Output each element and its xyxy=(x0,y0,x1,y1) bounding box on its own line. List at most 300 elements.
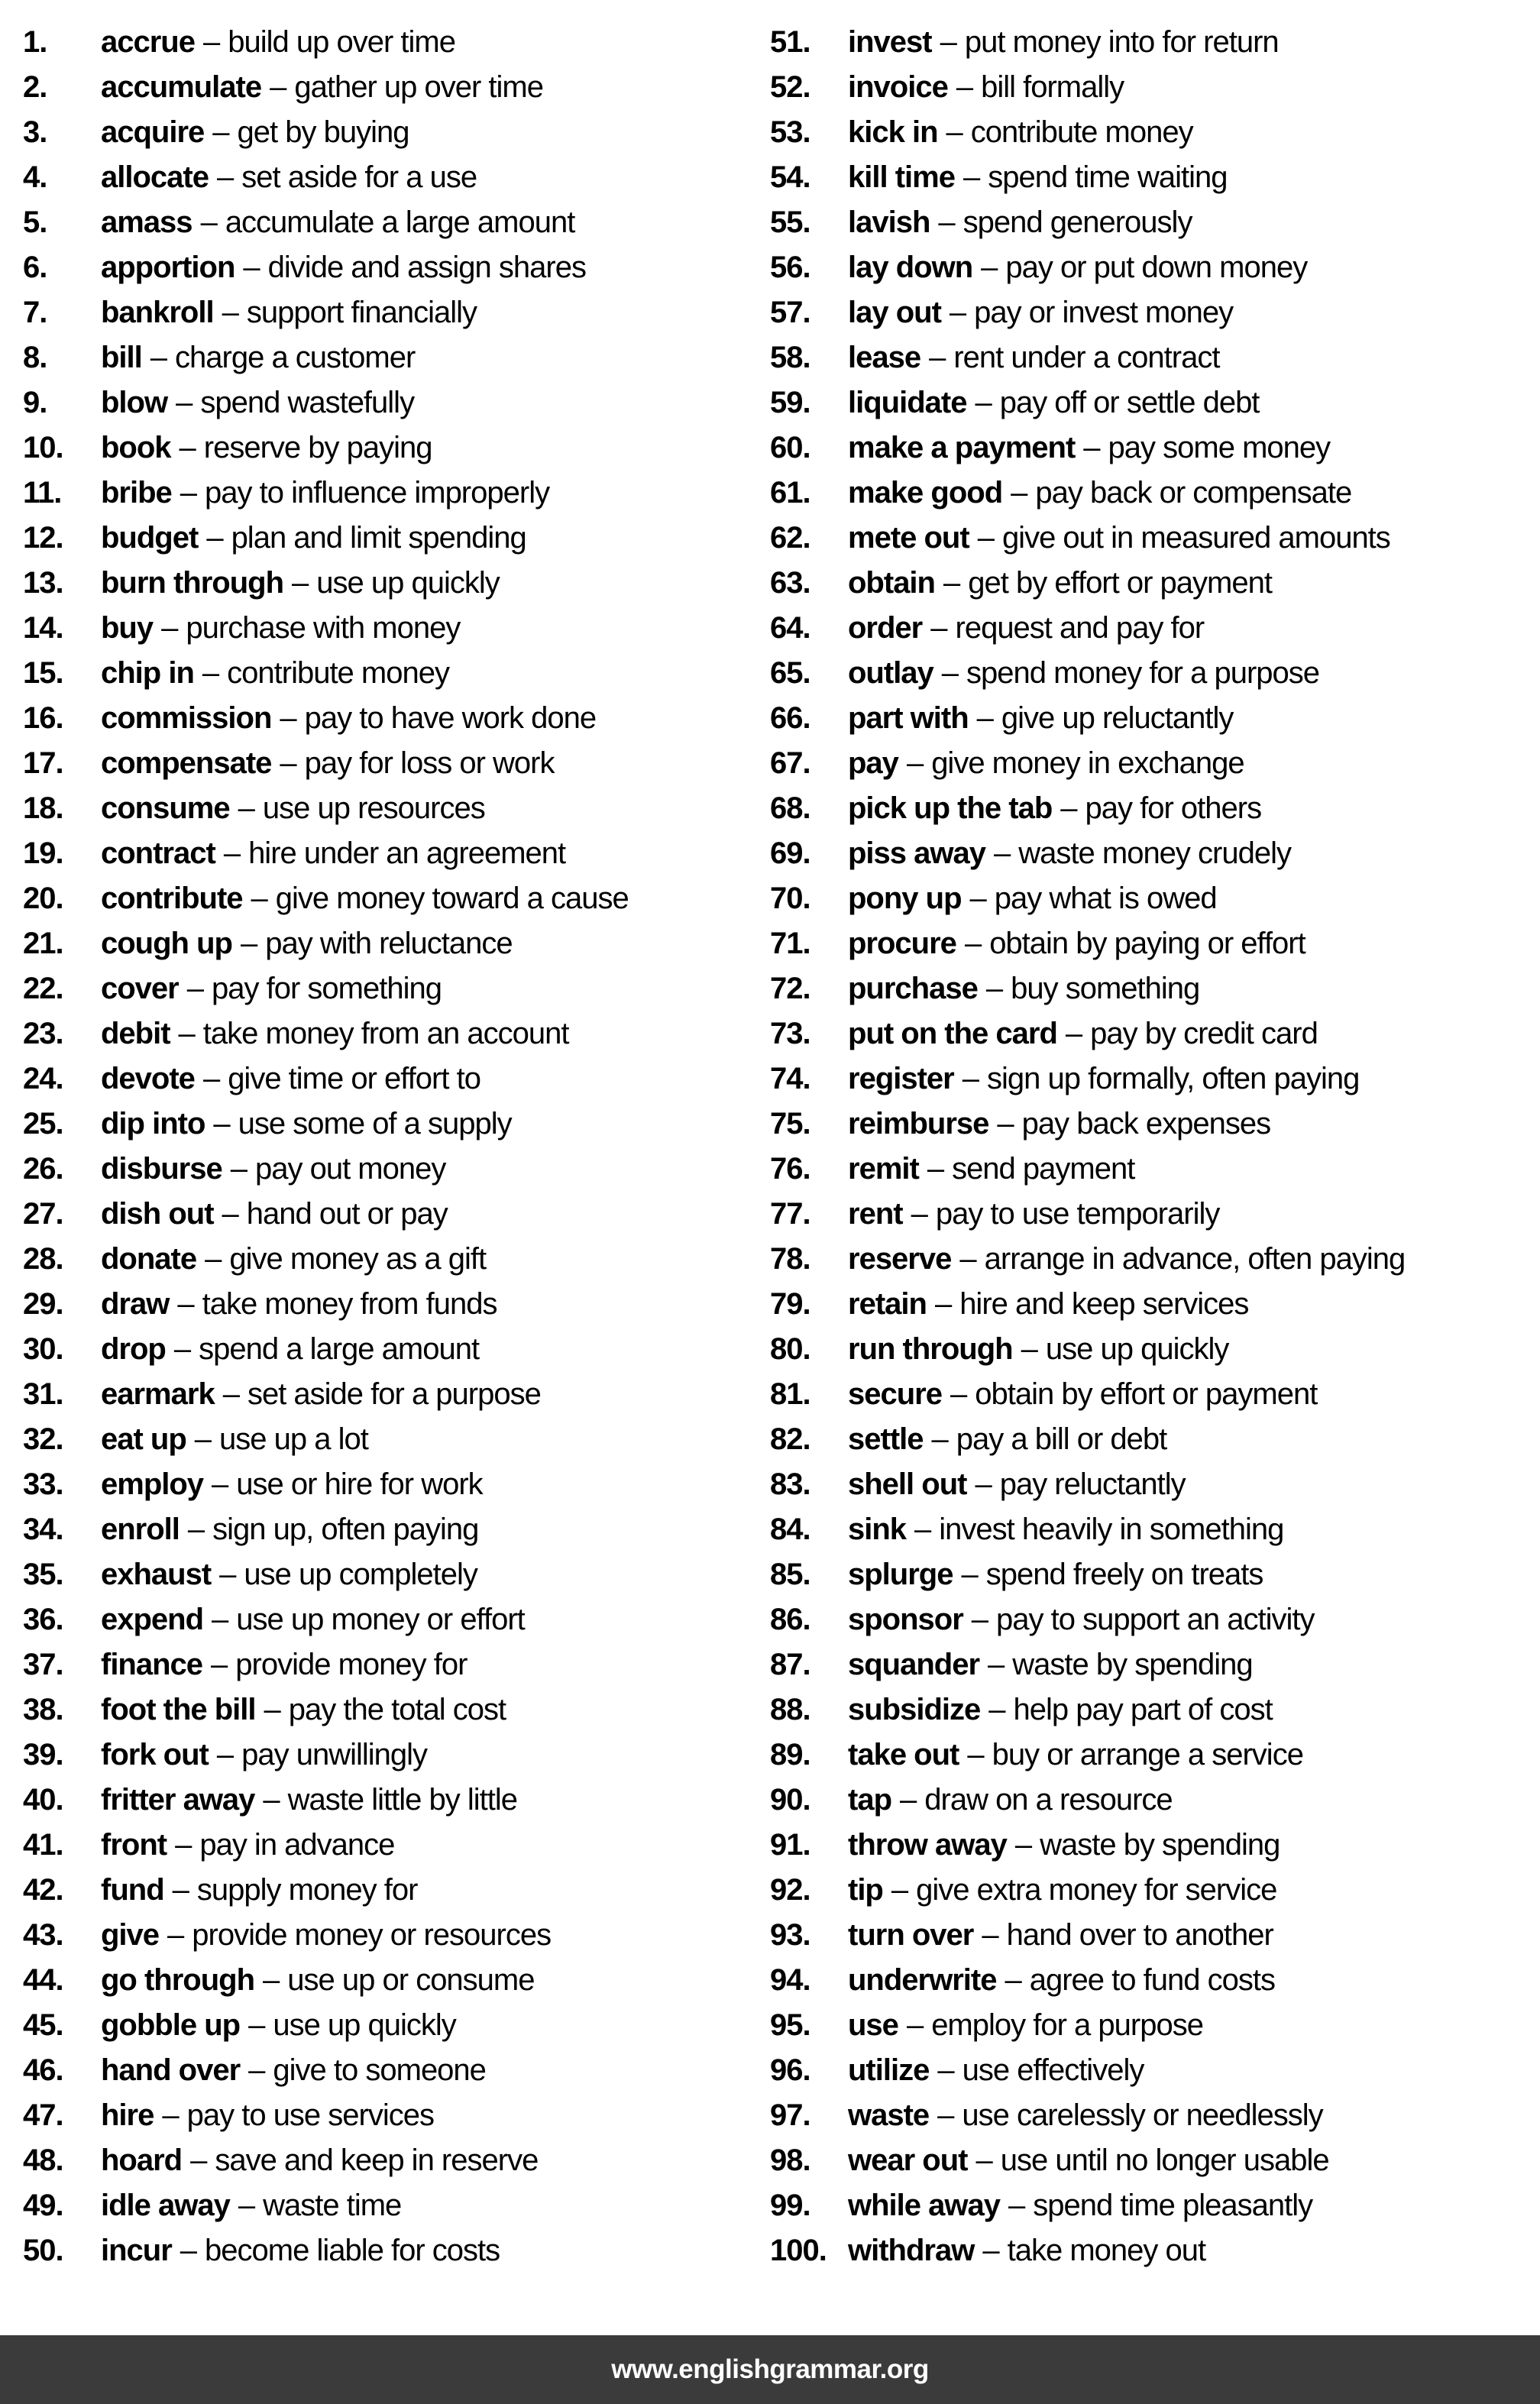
item-text xyxy=(848,606,1204,651)
item-text xyxy=(848,1868,1276,1913)
item-text xyxy=(101,2183,401,2228)
item-definition: help pay part of cost xyxy=(1013,1693,1273,1726)
item-word: debit xyxy=(101,1017,170,1050)
item-text xyxy=(848,1733,1303,1778)
item-separator: – xyxy=(914,1513,931,1546)
list-item xyxy=(770,380,1540,425)
item-definition: take money from funds xyxy=(202,1287,497,1321)
list-item xyxy=(770,1462,1540,1507)
item-number: 69. xyxy=(770,836,810,870)
item-text xyxy=(101,1507,478,1552)
item-text xyxy=(101,65,543,110)
item-separator: – xyxy=(962,160,980,194)
item-text xyxy=(101,606,460,651)
item-definition: become liable for costs xyxy=(205,2234,500,2267)
item-number: 2. xyxy=(23,70,47,104)
list-item xyxy=(770,696,1540,741)
item-definition: set aside for a purpose xyxy=(247,1377,541,1411)
item-definition: pay off or settle debt xyxy=(999,386,1260,419)
item-separator: – xyxy=(946,115,962,149)
item-definition: provide money or resources xyxy=(192,1918,552,1952)
list-item xyxy=(770,606,1540,651)
item-text xyxy=(848,1372,1317,1417)
item-definition: pay a bill or debt xyxy=(956,1422,1167,1456)
item-number: 46. xyxy=(23,2053,63,2087)
item-definition: use up quickly xyxy=(316,566,500,600)
item-number: 37. xyxy=(23,1648,63,1681)
item-separator: – xyxy=(1008,2189,1025,2222)
list-item xyxy=(23,651,770,696)
item-separator: – xyxy=(230,1152,247,1186)
item-separator: – xyxy=(178,1017,195,1050)
item-word: tip xyxy=(848,1873,883,1907)
item-text xyxy=(101,335,415,380)
list-item xyxy=(23,2093,770,2138)
item-word: cough up xyxy=(101,927,232,960)
item-number: 3. xyxy=(23,115,47,149)
item-separator: – xyxy=(194,1422,212,1456)
list-item xyxy=(23,741,770,786)
item-definition: give to someone xyxy=(273,2053,486,2087)
item-number: 74. xyxy=(770,1062,810,1095)
item-word: lay down xyxy=(848,251,973,284)
list-item xyxy=(23,2003,770,2048)
item-number: 75. xyxy=(770,1107,810,1141)
item-text xyxy=(101,1597,525,1642)
item-word: hire xyxy=(101,2098,154,2132)
item-number: 7. xyxy=(23,296,47,329)
item-word: reimburse xyxy=(848,1107,989,1141)
list-item xyxy=(770,651,1540,696)
item-word: acquire xyxy=(101,115,205,149)
item-word: kick in xyxy=(848,115,938,149)
item-separator: – xyxy=(263,1963,280,1997)
item-word: pay xyxy=(848,746,898,780)
item-text xyxy=(848,1823,1280,1868)
item-definition: pay to have work done xyxy=(304,701,597,735)
item-number: 31. xyxy=(23,1377,63,1411)
item-separator: – xyxy=(172,1873,189,1907)
list-item xyxy=(770,425,1540,471)
item-text xyxy=(101,1417,368,1462)
item-number: 32. xyxy=(23,1422,63,1456)
item-text xyxy=(101,1282,497,1327)
item-word: buy xyxy=(101,611,154,645)
list-item xyxy=(23,966,770,1011)
list-item xyxy=(770,1011,1540,1056)
item-definition: hand out or pay xyxy=(246,1197,448,1231)
item-number: 86. xyxy=(770,1603,810,1636)
item-text xyxy=(848,786,1261,831)
item-number: 6. xyxy=(23,251,47,284)
item-number: 9. xyxy=(23,386,47,419)
list-item xyxy=(770,20,1540,65)
item-separator: – xyxy=(219,1558,236,1591)
item-word: secure xyxy=(848,1377,942,1411)
list-item xyxy=(23,2183,770,2228)
item-definition: request and pay for xyxy=(955,611,1205,645)
item-number: 95. xyxy=(770,2008,810,2042)
item-text xyxy=(848,921,1305,966)
item-separator: – xyxy=(1011,476,1027,510)
item-separator: – xyxy=(982,2234,999,2267)
item-separator: – xyxy=(981,251,998,284)
item-text xyxy=(848,1687,1273,1733)
item-text xyxy=(101,1733,427,1778)
item-word: hand over xyxy=(101,2053,241,2087)
item-text xyxy=(848,966,1199,1011)
item-definition: give out in measured amounts xyxy=(1001,521,1390,555)
list-column-right xyxy=(770,20,1540,2273)
item-separator: – xyxy=(900,1783,917,1817)
list-item xyxy=(770,516,1540,561)
item-text xyxy=(848,290,1233,335)
item-text xyxy=(848,245,1307,290)
item-text xyxy=(848,1642,1253,1687)
item-separator: – xyxy=(180,476,197,510)
item-text xyxy=(101,1868,417,1913)
item-separator: – xyxy=(1065,1017,1082,1050)
item-number: 43. xyxy=(23,1918,63,1952)
item-text xyxy=(848,471,1351,516)
item-text xyxy=(848,2048,1144,2093)
item-number: 77. xyxy=(770,1197,810,1231)
list-item xyxy=(23,1192,770,1237)
item-text xyxy=(848,1778,1173,1823)
item-number: 35. xyxy=(23,1558,63,1591)
item-separator: – xyxy=(213,1107,230,1141)
item-text xyxy=(848,1417,1166,1462)
item-word: remit xyxy=(848,1152,919,1186)
item-number: 73. xyxy=(770,1017,810,1050)
item-definition: plan and limit spending xyxy=(231,521,526,555)
item-definition: pay in advance xyxy=(199,1828,395,1862)
item-number: 17. xyxy=(23,746,63,780)
item-text xyxy=(848,1056,1359,1102)
item-number: 94. xyxy=(770,1963,810,1997)
item-definition: rent under a contract xyxy=(953,341,1220,374)
item-word: earmark xyxy=(101,1377,215,1411)
item-number: 96. xyxy=(770,2053,810,2087)
item-word: purchase xyxy=(848,972,978,1005)
list-item xyxy=(770,1958,1540,2003)
item-word: lay out xyxy=(848,296,941,329)
item-word: order xyxy=(848,611,923,645)
item-text xyxy=(101,1056,480,1102)
item-number: 70. xyxy=(770,882,810,915)
item-separator: – xyxy=(943,566,960,600)
item-number: 56. xyxy=(770,251,810,284)
item-definition: waste money crudely xyxy=(1018,836,1291,870)
item-text xyxy=(848,1913,1273,1958)
item-definition: use up a lot xyxy=(219,1422,368,1456)
item-word: contribute xyxy=(101,882,243,915)
item-number: 4. xyxy=(23,160,47,194)
item-separator: – xyxy=(938,205,955,239)
item-number: 93. xyxy=(770,1918,810,1952)
item-word: splurge xyxy=(848,1558,953,1591)
list-item xyxy=(770,2138,1540,2183)
item-separator: – xyxy=(240,927,257,960)
item-word: take out xyxy=(848,1738,959,1771)
item-separator: – xyxy=(985,972,1003,1005)
item-text xyxy=(101,966,442,1011)
item-number: 41. xyxy=(23,1828,63,1862)
item-text xyxy=(101,1462,483,1507)
list-item xyxy=(770,2003,1540,2048)
list-item xyxy=(23,2138,770,2183)
item-word: burn through xyxy=(101,566,284,600)
list-item xyxy=(23,1552,770,1597)
item-word: register xyxy=(848,1062,954,1095)
item-text xyxy=(101,741,554,786)
item-separator: – xyxy=(251,882,267,915)
item-definition: use up quickly xyxy=(273,2008,456,2042)
item-separator: – xyxy=(179,431,196,464)
item-word: liquidate xyxy=(848,386,967,419)
item-definition: obtain by effort or payment xyxy=(975,1377,1318,1411)
item-number: 38. xyxy=(23,1693,63,1726)
item-definition: contribute money xyxy=(227,656,449,690)
list-item xyxy=(23,1462,770,1507)
item-word: lease xyxy=(848,341,921,374)
item-word: squander xyxy=(848,1648,980,1681)
list-column-left xyxy=(23,20,770,2273)
item-number: 84. xyxy=(770,1513,810,1546)
item-number: 57. xyxy=(770,296,810,329)
list-item xyxy=(770,1237,1540,1282)
item-word: devote xyxy=(101,1062,195,1095)
item-separator: – xyxy=(243,251,260,284)
item-separator: – xyxy=(223,836,241,870)
item-separator: – xyxy=(167,1918,184,1952)
item-word: subsidize xyxy=(848,1693,981,1726)
item-separator: – xyxy=(956,70,973,104)
list-item xyxy=(770,831,1540,876)
item-separator: – xyxy=(969,882,986,915)
item-word: budget xyxy=(101,521,199,555)
item-number: 68. xyxy=(770,791,810,825)
item-definition: pay some money xyxy=(1108,431,1331,464)
item-separator: – xyxy=(1014,1828,1032,1862)
item-number: 30. xyxy=(23,1332,63,1366)
item-word: lavish xyxy=(848,205,930,239)
item-word: outlay xyxy=(848,656,933,690)
item-text xyxy=(848,1507,1283,1552)
list-item xyxy=(23,921,770,966)
list-item xyxy=(23,1507,770,1552)
list-item xyxy=(770,2183,1540,2228)
item-number: 23. xyxy=(23,1017,63,1050)
list-item xyxy=(23,1823,770,1868)
item-text xyxy=(848,876,1217,921)
item-definition: accumulate a large amount xyxy=(225,205,575,239)
list-item xyxy=(23,1597,770,1642)
list-item xyxy=(23,1372,770,1417)
item-definition: spend time waiting xyxy=(988,160,1228,194)
item-definition: take money out xyxy=(1007,2234,1206,2267)
item-separator: – xyxy=(222,1197,238,1231)
footer-url: www.englishgrammar.org xyxy=(611,2354,929,2384)
item-separator: – xyxy=(175,1828,192,1862)
item-word: pick up the tab xyxy=(848,791,1053,825)
item-word: reserve xyxy=(848,1242,952,1276)
list-item xyxy=(23,1687,770,1733)
item-separator: – xyxy=(1005,1963,1021,1997)
list-item xyxy=(23,561,770,606)
item-separator: – xyxy=(940,25,956,59)
item-text xyxy=(848,425,1330,471)
list-item xyxy=(23,20,770,65)
item-word: blow xyxy=(101,386,168,419)
item-text xyxy=(101,831,565,876)
list-item xyxy=(23,1913,770,1958)
item-number: 67. xyxy=(770,746,810,780)
item-number: 42. xyxy=(23,1873,63,1907)
item-separator: – xyxy=(264,1693,280,1726)
item-word: tap xyxy=(848,1783,891,1817)
item-text xyxy=(848,696,1233,741)
item-number: 24. xyxy=(23,1062,63,1095)
item-separator: – xyxy=(200,205,217,239)
list-item xyxy=(23,65,770,110)
item-text xyxy=(101,1913,551,1958)
item-definition: give extra money for service xyxy=(916,1873,1277,1907)
item-separator: – xyxy=(967,1738,984,1771)
item-word: put on the card xyxy=(848,1017,1057,1050)
item-text xyxy=(848,651,1319,696)
item-separator: – xyxy=(263,1783,280,1817)
list-item xyxy=(23,335,770,380)
list-item xyxy=(23,1011,770,1056)
item-text xyxy=(848,1958,1275,2003)
item-number: 44. xyxy=(23,1963,63,1997)
item-word: go through xyxy=(101,1963,255,1997)
list-item xyxy=(770,2228,1540,2273)
item-text xyxy=(101,2138,538,2183)
item-word: obtain xyxy=(848,566,935,600)
item-separator: – xyxy=(211,1648,228,1681)
item-number: 8. xyxy=(23,341,47,374)
item-text xyxy=(848,1102,1270,1147)
item-number: 98. xyxy=(770,2144,810,2177)
item-word: utilize xyxy=(848,2053,930,2087)
item-word: pony up xyxy=(848,882,962,915)
item-text xyxy=(101,1372,541,1417)
item-text xyxy=(101,1687,506,1733)
item-word: allocate xyxy=(101,160,209,194)
item-separator: – xyxy=(190,2144,207,2177)
list-item xyxy=(770,1778,1540,1823)
item-definition: waste little by little xyxy=(287,1783,518,1817)
item-number: 55. xyxy=(770,205,810,239)
item-word: settle xyxy=(848,1422,924,1456)
item-text xyxy=(101,380,414,425)
list-item xyxy=(23,1868,770,1913)
item-separator: – xyxy=(205,1242,222,1276)
item-number: 90. xyxy=(770,1783,810,1817)
list-item xyxy=(770,2093,1540,2138)
item-word: donate xyxy=(101,1242,197,1276)
item-text xyxy=(848,2183,1312,2228)
item-word: fork out xyxy=(101,1738,209,1771)
item-separator: – xyxy=(270,70,286,104)
item-definition: pay reluctantly xyxy=(999,1467,1186,1501)
item-definition: pay with reluctance xyxy=(265,927,513,960)
item-definition: buy something xyxy=(1011,972,1200,1005)
item-word: commission xyxy=(101,701,272,735)
item-definition: purchase with money xyxy=(186,611,461,645)
item-definition: send payment xyxy=(952,1152,1135,1186)
item-number: 25. xyxy=(23,1107,63,1141)
item-word: apportion xyxy=(101,251,235,284)
item-separator: – xyxy=(202,1062,220,1095)
item-text xyxy=(848,2003,1203,2048)
item-separator: – xyxy=(212,1603,228,1636)
item-text xyxy=(848,1147,1134,1192)
item-word: give xyxy=(101,1918,160,1952)
item-text xyxy=(848,20,1279,65)
item-text xyxy=(848,155,1228,200)
item-number: 34. xyxy=(23,1513,63,1546)
item-text xyxy=(848,335,1219,380)
item-number: 20. xyxy=(23,882,63,915)
item-definition: buy or arrange a service xyxy=(992,1738,1303,1771)
item-definition: pay to use services xyxy=(186,2098,434,2132)
item-number: 39. xyxy=(23,1738,63,1771)
item-definition: arrange in advance, often paying xyxy=(984,1242,1406,1276)
item-word: contract xyxy=(101,836,215,870)
list-item xyxy=(770,2048,1540,2093)
item-number: 54. xyxy=(770,160,810,194)
item-text xyxy=(101,425,432,471)
item-definition: divide and assign shares xyxy=(267,251,586,284)
item-word: dip into xyxy=(101,1107,205,1141)
item-text xyxy=(101,651,449,696)
item-number: 76. xyxy=(770,1152,810,1186)
item-definition: build up over time xyxy=(228,25,455,59)
item-definition: pay unwillingly xyxy=(241,1738,428,1771)
item-separator: – xyxy=(971,1603,988,1636)
item-definition: hire and keep services xyxy=(959,1287,1249,1321)
item-separator: – xyxy=(238,2189,255,2222)
list-item xyxy=(23,471,770,516)
item-text xyxy=(101,696,596,741)
item-separator: – xyxy=(162,2098,179,2132)
item-definition: use up quickly xyxy=(1045,1332,1229,1366)
item-separator: – xyxy=(988,1648,1005,1681)
item-number: 78. xyxy=(770,1242,810,1276)
item-word: exhaust xyxy=(101,1558,212,1591)
item-separator: – xyxy=(911,1197,927,1231)
item-number: 82. xyxy=(770,1422,810,1456)
item-word: idle away xyxy=(101,2189,230,2222)
item-definition: bill formally xyxy=(981,70,1124,104)
item-text xyxy=(101,2003,456,2048)
list-item xyxy=(770,65,1540,110)
list-item xyxy=(770,1192,1540,1237)
item-separator: – xyxy=(222,1377,239,1411)
item-text xyxy=(848,1192,1219,1237)
item-word: invoice xyxy=(848,70,948,104)
item-word: turn over xyxy=(848,1918,974,1952)
list-item xyxy=(770,1868,1540,1913)
item-text xyxy=(101,2048,486,2093)
item-separator: – xyxy=(187,1513,205,1546)
item-number: 81. xyxy=(770,1377,810,1411)
item-definition: spend money for a purpose xyxy=(966,656,1320,690)
item-definition: put money into for return xyxy=(964,25,1279,59)
